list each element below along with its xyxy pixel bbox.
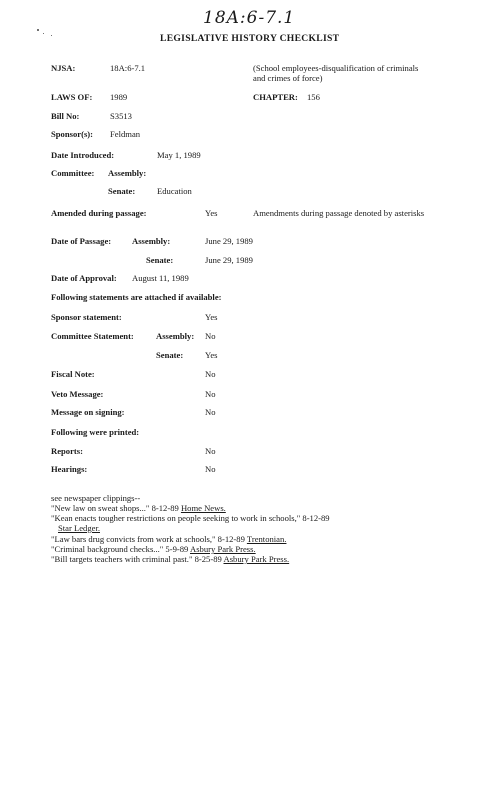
laws-of-label: LAWS OF: xyxy=(51,92,93,102)
clipping-item xyxy=(51,544,256,555)
clipping-source: Home News. xyxy=(180,503,226,513)
date-of-approval-label: Date of Approval: xyxy=(51,273,117,283)
njsa-value: 18A:6-7.1 xyxy=(110,63,146,73)
chapter-value: 156 xyxy=(307,92,320,102)
clipping-item xyxy=(51,534,286,545)
passage-assembly-label: Assembly: xyxy=(132,236,171,246)
amended-label: Amended during passage: xyxy=(51,208,147,218)
reports-label: Reports: xyxy=(51,446,83,456)
clipping-source: Asbury Park Press. xyxy=(190,544,256,554)
veto-message-value: No xyxy=(205,389,216,399)
laws-of-value: 1989 xyxy=(110,92,128,102)
fiscal-note-label: Fiscal Note: xyxy=(51,369,95,379)
committee-label: Committee: xyxy=(51,168,95,178)
sponsor-statement-label: Sponsor statement: xyxy=(51,312,122,322)
committee-senate-value: Education xyxy=(157,186,192,196)
passage-assembly-value: June 29, 1989 xyxy=(205,236,253,246)
passage-senate-label: Senate: xyxy=(146,255,174,265)
page-title: LEGISLATIVE HISTORY CHECKLIST xyxy=(160,33,340,44)
message-on-signing-label: Message on signing: xyxy=(51,407,125,417)
reports-value: No xyxy=(205,446,216,456)
bill-no-label: Bill No: xyxy=(51,111,80,121)
passage-senate-value: June 29, 1989 xyxy=(205,255,253,265)
njsa-description: (School employees-disqualification of criminals and crimes of force) xyxy=(253,63,419,83)
sponsor-value: Feldman xyxy=(110,129,141,139)
date-introduced-value: May 1, 1989 xyxy=(157,150,201,160)
clipping-source: Asbury Park Press. xyxy=(223,554,290,564)
amended-note: Amendments during passage denoted by asterisks xyxy=(253,208,425,218)
committee-statement-assembly-value: No xyxy=(205,331,216,341)
sponsor-statement-value: Yes xyxy=(205,312,218,322)
committee-senate-label: Senate: xyxy=(108,186,136,196)
njsa-label: NJSA: xyxy=(51,63,76,73)
chapter-label: CHAPTER: xyxy=(253,92,298,102)
handwritten-number: 18A:6-7.1 xyxy=(203,8,296,28)
attached-heading: Following statements are attached if available: xyxy=(51,292,222,302)
clipping-item xyxy=(51,513,330,524)
date-of-passage-label: Date of Passage: xyxy=(51,236,112,246)
committee-statement-senate-label: Senate: xyxy=(156,350,184,360)
committee-statement-assembly-label: Assembly: xyxy=(156,331,195,341)
clipping-text: "Law bars drug convicts from work at schools," 8-12-89 xyxy=(51,534,247,544)
clipping-text: "Bill targets teachers with criminal past." 8-25-89 xyxy=(51,554,224,564)
scan-speck xyxy=(51,35,52,36)
bill-no-value: S3513 xyxy=(110,111,132,121)
message-on-signing-value: No xyxy=(205,407,216,417)
clipping-item xyxy=(51,554,289,565)
clipping-item-continued xyxy=(58,523,100,534)
hearings-label: Hearings: xyxy=(51,464,88,474)
clippings-intro: see newspaper clippings-- xyxy=(51,493,141,503)
clipping-source: Star Ledger. xyxy=(58,523,100,533)
scan-speck xyxy=(43,33,44,34)
clipping-item xyxy=(51,503,226,514)
date-introduced-label: Date Introduced: xyxy=(51,150,115,160)
committee-assembly-label: Assembly: xyxy=(108,168,147,178)
committee-statement-senate-value: Yes xyxy=(205,350,218,360)
veto-message-label: Veto Message: xyxy=(51,389,104,399)
sponsor-label: Sponsor(s): xyxy=(51,129,94,139)
amended-value: Yes xyxy=(205,208,218,218)
hearings-value: No xyxy=(205,464,216,474)
fiscal-note-value: No xyxy=(205,369,216,379)
clipping-text: "Kean enacts tougher restrictions on people seeking to work in schools," 8-12-89 xyxy=(51,513,330,523)
printed-heading: Following were printed: xyxy=(51,427,140,437)
committee-statement-label: Committee Statement: xyxy=(51,331,134,341)
clipping-text: "New law on sweat shops..." 8-12-89 xyxy=(51,503,181,513)
clipping-source: Trentonian. xyxy=(246,534,287,544)
scan-speck xyxy=(37,29,39,31)
date-of-approval-value: August 11, 1989 xyxy=(132,273,189,283)
clipping-text: "Criminal background checks..." 5-9-89 xyxy=(51,544,190,554)
